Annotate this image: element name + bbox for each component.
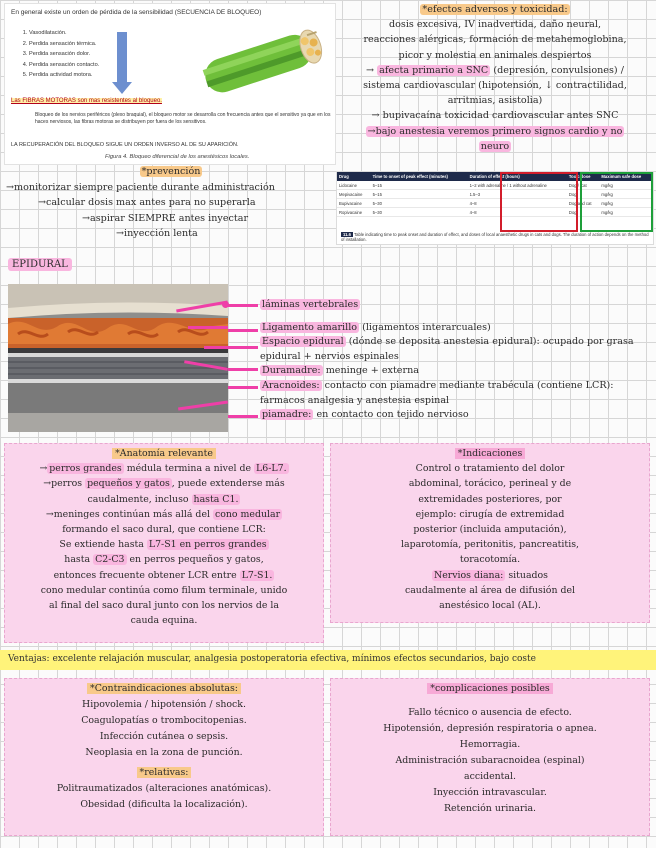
differential-block-figure <box>4 3 336 165</box>
figure-header: En general existe un orden de pérdida de la sensibilidad (SECUENCIA DE BLOQUEO) <box>11 9 262 16</box>
text-line: Control o tratamiento del dolor <box>415 463 565 475</box>
cardio-signs-highlight: →bajo anestesia veremos primero signos cardio y no <box>367 125 623 137</box>
table-cell: Ropivacaine <box>337 208 371 217</box>
text-fragment: hasta <box>64 554 91 566</box>
anatomy-labels <box>260 298 654 423</box>
table-cell: 1.5–3 <box>468 190 567 199</box>
level-highlight: C2-C3 <box>95 554 125 566</box>
table-cell: Dog <box>567 190 600 199</box>
table-cell: Dog <box>567 208 600 217</box>
text-fragment: (ligamentos interarcuales) <box>362 321 491 333</box>
relative-heading: *relativas: <box>137 767 192 778</box>
toxic-dose-highlight-box <box>500 172 578 232</box>
contraindications-box <box>4 678 324 836</box>
text-line: extremidades posteriores, por <box>418 493 562 505</box>
label-arrow <box>228 329 258 332</box>
text-fragment: caudalmente, incluso <box>87 493 189 505</box>
label-dura-mater: Duramadre: <box>262 365 321 377</box>
table-cell: 5–15 <box>371 181 468 190</box>
list-item: →calcular dosis max antes para no superarla <box>38 197 256 208</box>
target-nerves-highlight: Nervios diana: <box>434 569 504 581</box>
text-line: arritmias, asistolia) <box>447 95 543 107</box>
list-item: 1. Vasodilatación. <box>29 28 99 39</box>
table-cell: 5–15 <box>371 190 468 199</box>
text-line: posterior (incluida amputación), <box>413 524 567 536</box>
spinal-anatomy-illustration <box>8 284 228 432</box>
label-arrow <box>228 368 258 371</box>
text-line <box>5 492 323 507</box>
text-fragment: situados <box>508 569 548 581</box>
level-highlight: L6-L7. <box>256 463 287 475</box>
text-fragment: (depresión, convulsiones) / <box>493 64 624 76</box>
label-arrow <box>228 346 258 349</box>
text-line: → bupivacaína toxicidad cardiovascular antes SNC <box>371 110 619 122</box>
label-arrow <box>228 304 258 307</box>
indications-heading: *Indicaciones <box>455 448 526 459</box>
list-item: →monitorizar siempre paciente durante administración <box>6 181 275 193</box>
list-item: Obesidad (dificulta la localización). <box>80 799 248 810</box>
text-line <box>5 476 323 491</box>
cns-highlight: afecta primario a SNC <box>379 64 489 76</box>
label-epidural-space: Espacio epidural <box>262 336 344 348</box>
table-cell: mg/kg <box>599 199 653 208</box>
column-header: Duration of effect (hours) <box>468 172 567 181</box>
complications-box <box>330 678 650 836</box>
text-line: caudalmente al área de difusión del <box>404 584 576 596</box>
table-cell: mg/kg <box>599 190 653 199</box>
table-cell: mg/kg <box>599 208 653 217</box>
list-item: Inyección intravascular. <box>433 787 547 798</box>
text-line: formando el saco dural, que contiene LCR: <box>62 524 266 536</box>
label-ligamentum-flavum: Ligamento amarillo <box>262 321 358 333</box>
list-item: Infección cutánea o sepsis. <box>99 731 229 742</box>
text-fragment: contacto con piamadre mediante trabécula (contiene LCR): farmacos analgesia y anestesia espinal <box>260 379 614 406</box>
cardio-signs-highlight-cont: neuro <box>480 140 510 152</box>
down-arrow-icon <box>117 32 127 82</box>
text-fragment: , puede extenderse más <box>171 478 285 490</box>
contraindications-heading: *Contraindicaciones absolutas: <box>87 683 241 694</box>
text-line: cono medular continúa como filum terminale, unido <box>40 584 288 596</box>
list-item: 2. Perdida sensación térmica. <box>29 39 99 50</box>
advantages-banner: Ventajas: excelente relajación muscular, analgesia postoperatoria efectiva, mínimos efectos secundarios, bajo coste <box>0 650 656 670</box>
text-fragment: Se extiende hasta <box>59 539 144 551</box>
text-fragment: meninge + externa <box>325 365 419 377</box>
relevant-heading: *Anatomía relevante <box>112 448 216 459</box>
text-line <box>5 507 323 522</box>
epidural-title: EPIDURAL <box>8 258 72 271</box>
table-cell: 4–8 <box>468 208 567 217</box>
text-line: picor y molestia en animales despiertos <box>398 49 592 61</box>
list-item: accidental. <box>463 771 516 782</box>
column-header: Maximum safe dose <box>599 172 653 181</box>
indications-box <box>330 443 650 623</box>
text-line <box>5 568 323 583</box>
column-header: Drug <box>337 172 371 181</box>
text-fragment: →perros <box>43 478 83 490</box>
text-line <box>331 568 649 583</box>
text-line <box>5 461 323 476</box>
text-fragment: → <box>39 463 48 475</box>
list-item: 4. Perdida sensación contacto. <box>29 60 99 71</box>
table-cell: Dog / Cat <box>567 181 600 190</box>
large-dogs-highlight: perros grandes <box>49 463 122 475</box>
list-item: Retención urinaria. <box>443 803 537 814</box>
table-cell: 1–2 with adrenaline / 1 without adrenaline <box>468 181 567 190</box>
complications-heading: *complicaciones posibles <box>427 683 552 694</box>
label-arrow <box>188 326 228 329</box>
column-header: Time to onset of peak effect (minutes) <box>371 172 468 181</box>
list-item: Hipotensión, depresión respiratoria o apnea. <box>383 723 597 734</box>
table-cell: Dog and cat <box>567 199 600 208</box>
table-footnote <box>341 232 649 242</box>
label-pia-mater: piamadre: <box>262 409 312 421</box>
level-highlight: L7-S1 en perros grandes <box>148 539 267 551</box>
list-item: →aspirar SIEMPRE antes inyectar <box>82 212 249 224</box>
list-item: 5. Perdida actividad motora. <box>29 70 99 81</box>
table-cell: Lidocaine <box>337 181 371 190</box>
text-fragment: →meninges continúan más allá del <box>45 508 210 520</box>
figure-paragraph: Bloqueo de los nervios periféricos (plexo braquial), el bloqueo motor se desarrolla con frecuencia antes que el sensitivo ya que en los haces nerviosos, las fibras motoras se distribuyen por fuera de los sensitivos. <box>35 112 331 125</box>
table-number: 11.6 <box>343 232 351 237</box>
text-line: toracotomía. <box>459 554 521 566</box>
text-fragment: entonces frecuente obtener LCR entre <box>53 569 237 581</box>
recovery-note: LA RECUPERACIÓN DEL BLOQUEO SIGUE UN ORDEN INVERSO AL DE SU APARICIÓN. <box>11 142 239 148</box>
block-sequence-list <box>19 28 99 81</box>
adverse-heading: *efectos adversos y toxicidad: <box>422 4 568 15</box>
conus-highlight: cono medular <box>214 508 281 520</box>
small-dogs-highlight: pequeños y gatos <box>87 478 170 490</box>
list-item: Administración subaracnoidea (espinal) <box>395 755 585 766</box>
table-cell: 5–30 <box>371 208 468 217</box>
text-fragment: (dónde se deposita anestesia epidural): ocupado por grasa epidural + nervios espinales <box>260 336 634 362</box>
label-arrow <box>204 346 228 349</box>
list-item: →inyección lenta <box>116 228 198 239</box>
drug-dose-table <box>336 171 654 245</box>
label-arachnoid: Aracnoides: <box>262 379 320 391</box>
label-arrow <box>228 415 258 418</box>
level-highlight: L7-S1. <box>241 569 273 581</box>
text-line: ejemplo: cirugía de extremidad <box>415 508 565 520</box>
down-arrowhead-icon <box>112 82 132 94</box>
nerve-bundle-illustration <box>195 22 325 102</box>
text-line <box>336 63 654 78</box>
figure-caption: Figura 4. Bloqueo diferencial de los anestésicos locales. <box>105 154 250 160</box>
text-line <box>5 552 323 567</box>
level-highlight: hasta C1. <box>193 493 239 505</box>
table-cell: 5–30 <box>371 199 468 208</box>
label-arrow <box>228 386 258 389</box>
text-line: dosis excesiva, IV inadvertida, daño neural, <box>388 19 602 31</box>
list-item: Neoplasia en la zona de punción. <box>85 747 243 758</box>
table-cell: Mepivacaine <box>337 190 371 199</box>
list-item: Hemorragia. <box>459 739 521 750</box>
text-line: al final del saco dural junto con los nervios de la <box>49 600 279 612</box>
text-fragment: médula termina a nivel de <box>126 463 252 475</box>
list-item: Hipovolemia / hipotensión / shock. <box>82 699 246 710</box>
safe-dose-highlight-box <box>580 172 653 232</box>
adverse-effects-section <box>336 2 654 154</box>
relevant-anatomy-box <box>4 443 324 643</box>
text-line: reacciones alérgicas, formación de metahemoglobina, <box>363 34 627 46</box>
table-cell: Bupivacaine <box>337 199 371 208</box>
list-item: Fallo técnico o ausencia de efecto. <box>408 707 572 718</box>
text-line: abdominal, torácico, perineal y de <box>408 478 572 490</box>
list-item: Coagulopatías o trombocitopenias. <box>81 715 247 726</box>
text-line: laparotomía, peritonitis, pancreatitis, <box>401 539 579 551</box>
list-item: Politraumatizados (alteraciones anatómicas). <box>56 783 272 794</box>
text-line: cauda equina. <box>130 615 198 627</box>
list-item: 3. Perdida sensación dolor. <box>29 49 99 60</box>
column-header: Toxic dose <box>567 172 600 181</box>
prevention-heading: *prevención <box>141 166 201 177</box>
text-line: anestésico local (AL). <box>439 600 541 612</box>
label-laminae: láminas vertebrales <box>262 299 359 310</box>
text-fragment: en contacto con tejido nervioso <box>316 409 469 421</box>
motor-fibers-note: Las FIBRAS MOTORAS son mas resistentes al bloqueo. <box>11 98 162 104</box>
prevention-section <box>6 164 336 242</box>
text-fragment: en perros pequeños y gatos, <box>129 554 264 566</box>
table-cell: 4–8 <box>468 199 567 208</box>
footnote-text: Table indicating time to peak onset and duration of effect, and doses of local anaesthetic drugs in cats and dogs. The duration of action depends on the method of installation. <box>341 232 649 242</box>
text-line: sistema cardiovascular (hipotensión, ↓ contractilidad, <box>363 80 627 92</box>
table-cell: mg/kg <box>599 181 653 190</box>
arrow-text: → <box>366 64 375 76</box>
text-line <box>5 537 323 552</box>
